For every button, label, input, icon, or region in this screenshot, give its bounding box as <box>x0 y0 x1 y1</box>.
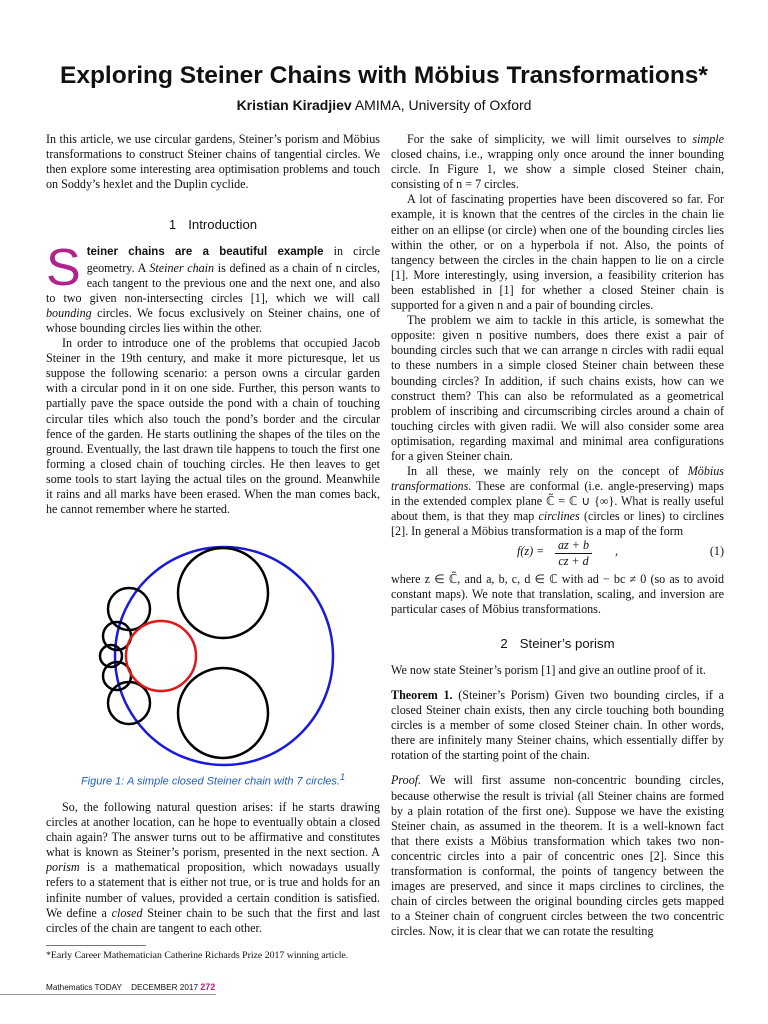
figure-caption: Figure 1: A simple closed Steiner chain with 7 circles.$^1$ <box>80 772 346 788</box>
right-paragraph-4: In all these, we mainly rely on the concept of Möbius transformations. These are conformal (i.e. angle-preserving) maps in the extended complex plane ℂ̃ = ℂ ∪ {∞}. What is really useful about them, is that they map circlines (circles or lines) to circlines [2]. In general a Möbius transformation is a map of the form <box>391 464 725 539</box>
porism-intro: We now state Steiner’s porism [1] and give an outline proof of it. <box>391 662 706 677</box>
drop-cap: S <box>46 239 81 298</box>
intro-paragraph-2: In order to introduce one of the problems that occupied Jacob Steiner in the 19th century, and make it more picturesque, let us suppose the following scenario: a person owns a circular garden with a circular pond in it on one side. Further, this person wants to partially pave the space outside the pond with a chain of touching circular tiles which also touch the pond’s border and the circular fence of the garden. He starts outlining the shapes of the tiles on the ground. Eventually, the last drawn tile happens to touch the first one forming a closed chain of touching circles. He then leaves to get some tools to start laying the actual tiles on the ground. Meanwhile it rains and all marks have been erased. When the man comes back, he cannot remember where he started. <box>46 336 380 517</box>
equation-number: (1) <box>709 543 724 558</box>
author-affiliation: AMIMA, University of Oxford <box>351 97 532 113</box>
theorem-1: Theorem 1. (Steiner’s Porism) Given two bounding circles, if a closed Steiner chain exists, then any circle touching both bounding circles is a member of some closed Steiner chain. In other words, there are infinitely many Steiner chains, which essentially differ by rotation of the starting point of the chain. <box>391 688 724 763</box>
author-line <box>0 97 768 113</box>
chain-circle-top <box>178 548 268 638</box>
page-number: 272 <box>200 982 216 992</box>
right-paragraph-3: The problem we aim to tackle in this article, is somewhat the opposite: given n positive numbers, does there exist a pair of bounding circles such that we can arrange n circles with radii equal to these numbers in a simple closed Steiner chain between these bounding circles? In addition, if such chains exists, how can we construct them? This can also be reformulated as a geometrical problem of inscribing and circumscribing circles around a chain of touching circles with given radii. We will also consider some area optimisation, regarding maximal and minimal area configurations for a given Steiner chain. <box>391 313 724 463</box>
abstract: In this article, we use circular gardens, Steiner’s porism and Möbius transformations to construct Steiner chains of tangential circles. We then explore some interesting area optimisation problems and touch on Soddy’s hexlet and the Duplin cyclide. <box>46 132 380 192</box>
footnote: *Early Career Mathematician Catherine Richards Prize 2017 winning article. <box>46 950 349 961</box>
intro-paragraph-1: Steiner chains are a beautiful example in circle geometry. A Steiner chain is defined as a chain of n circles, each tangent to the previous one and the next one, and also to two given non-intersecting circles [1], which we will call bounding circles. We focus exclusively on Steiner chains, one of whose bounding circles lies within the other. <box>46 239 380 335</box>
equation-1: f(z) = $\frac{az + b}{cz + d}$ , (1) <box>517 537 724 568</box>
proof: Proof. We will first assume non-concentric bounding circles, because otherwise the result is trivial (all Steiner chains are formed by a plain rotation of the first one). Suppose we have the existing Steiner chain, as assumed in the theorem. It is a well-known fact that there exists a Möbius transformation which takes two non-concentric circles into a pair of concentric ones [2]. Since this transformation is conformal, the points of tangency between the images are preserved, and since it maps circlines to circlines, the chain of circles between the original bounding circles gets mapped to a Steiner chain of congruent circles between the two concentric circles. Now, it is clear that we can rotate the resulting <box>391 773 724 939</box>
left-column-lower <box>46 800 380 936</box>
page-footer: Mathematics TODAY DECEMBER 2017 272 <box>46 982 216 992</box>
steiner-chain-figure <box>90 545 336 767</box>
author-name: Kristian Kiradjiev <box>236 97 352 113</box>
left-column <box>46 132 380 517</box>
intro-paragraph-3: So, the following natural question arises: if he starts drawing circles at another location, can he hope to eventually obtain a closed chain again? The answer turns out to be affirmative and constitutes what is known as Steiner’s porism, presented in the next section. A porism is a mathematical proposition, which nowadays usually refers to a statement that is either not true, or is true and holds for an infinite number of values, provided a certain condition is satisfied. We define a closed Steiner chain to be such that the first and last circles of the chain are tangent to each other. <box>46 800 380 935</box>
right-paragraph-1: For the sake of simplicity, we will limit ourselves to simple closed chains, i.e., wrapping only once around the inner bounding circle. In Figure 1, we show a simple closed Steiner chain, consisting of n = 7 circles. <box>391 132 724 192</box>
right-column <box>391 132 724 940</box>
footnote-rule <box>46 945 146 946</box>
article-title: Exploring Steiner Chains with Möbius Transformations* <box>60 62 708 89</box>
inner-bounding-circle <box>126 621 196 691</box>
section-heading-introduction: 1 Introduction <box>168 217 258 233</box>
right-paragraph-5: where z ∈ ℂ̃, and a, b, c, d ∈ ℂ with ad − bc ≠ 0 (so as to avoid constant maps). We note that translation, scaling, and inversion are particular cases of Möbius transformations. <box>391 571 724 616</box>
section-heading-porism: 2 Steiner’s porism <box>500 635 615 651</box>
right-paragraph-2: A lot of fascinating properties have been discovered so far. For example, it is known that the centres of the circles in the chain lie either on an ellipse (or circle) when one of the bounding circles lies within the other, or on a hyperbola if not. Also, the points of tangency between the circles in the chain happen to lie on a circle [1]. More interestingly, using inversion, a feasibility criterion has been established in [1] for whether a closed Steiner chain is supported for a given n and a pair of bounding circles. <box>391 192 724 313</box>
outer-bounding-circle <box>115 547 333 765</box>
chain-circle-bottom <box>178 668 268 758</box>
chain-circle-lower-mid <box>108 682 150 724</box>
chain-circle-upper-mid <box>108 588 150 630</box>
footer-rule <box>0 994 216 995</box>
